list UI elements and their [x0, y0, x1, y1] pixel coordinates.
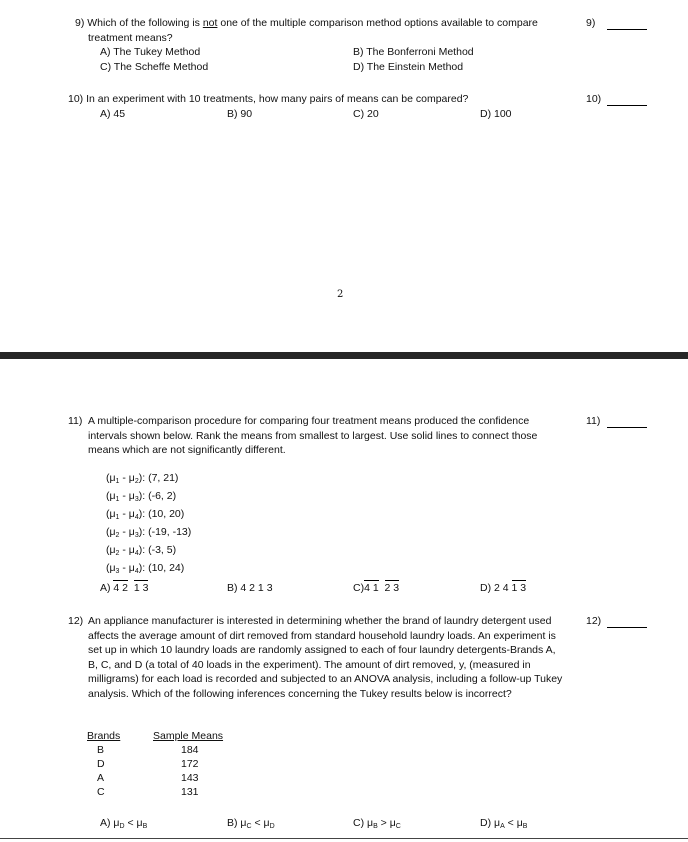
q11-interval: $(\mu_3 - \mu_4)$: (10, 24) — [106, 562, 185, 575]
q12-col-sample-means: Sample Means — [153, 730, 224, 742]
q9-option-b[interactable]: B) The Bonferroni Method — [353, 46, 474, 58]
table-row-brand: D — [97, 758, 105, 770]
q10-stem: 10) In an experiment with 10 treatments, how many pairs of means can be compared? — [68, 93, 469, 105]
page-number: 2 — [337, 289, 344, 300]
q12-option-a[interactable]: A) $\mu_D < \mu_B$ — [100, 817, 148, 830]
q12-option-d[interactable]: D) $\mu_A < \mu_B$ — [480, 817, 528, 830]
bottom-rule — [0, 838, 688, 839]
page-break-divider — [0, 352, 688, 359]
q12-option-b[interactable]: B) $\mu_C < \mu_D$ — [227, 817, 275, 830]
q11-option-a[interactable]: A) 4 2 1 3 — [100, 582, 149, 594]
q11-interval: $(\mu_1 - \mu_3)$: (-6, 2) — [106, 490, 177, 503]
q11-interval: $(\mu_2 - \mu_4)$: (-3, 5) — [106, 544, 177, 557]
q11-answer-label: 11) — [586, 415, 601, 427]
q10-number: 10) — [68, 93, 84, 105]
q10-option-c[interactable]: C) 20 — [353, 108, 379, 120]
q10-answer-label: 10) — [586, 93, 602, 105]
q11-c-group1: 4 1 — [364, 582, 379, 594]
q11-interval: $(\mu_1 - \mu_4)$: (10, 20) — [106, 508, 185, 521]
q9-stem-line1: 9) Which of the following is not one of the multiple comparison method options available to compare — [75, 17, 538, 29]
q10-answer-blank[interactable] — [607, 105, 647, 106]
q11-option-c[interactable]: C)4 1 2 3 — [353, 582, 400, 594]
table-row-brand: B — [97, 744, 105, 756]
q11-d-group1: 1 3 — [511, 582, 527, 594]
q11-answer-blank[interactable] — [607, 427, 647, 428]
q12-option-c[interactable]: C) $\mu_B > \mu_C$ — [353, 817, 401, 830]
table-row-mean: 172 — [181, 758, 199, 770]
table-row-brand: A — [97, 772, 105, 784]
q12-answer-blank[interactable] — [607, 627, 647, 628]
table-row-mean: 131 — [181, 786, 199, 798]
q9-not-emphasis: not — [202, 17, 218, 29]
q9-option-d[interactable]: D) The Einstein Method — [353, 61, 464, 73]
q10-option-d[interactable]: D) 100 — [480, 108, 512, 120]
table-row-mean: 184 — [181, 744, 199, 756]
q9-answer-label: 9) — [586, 17, 596, 29]
q11-a-group2: 1 3 — [133, 582, 149, 594]
q9-answer-blank[interactable] — [607, 29, 647, 30]
q11-option-b[interactable]: B) 4 2 1 3 — [227, 582, 273, 594]
q11-stem: A multiple-comparison procedure for comparing four treatment means produced the confidence intervals shown below. Rank the means from smallest to largest. Use solid lines to connect those means which are not significantly different. — [88, 415, 538, 457]
q9-stem-line2: treatment means? — [88, 32, 173, 44]
q11-interval: $(\mu_2 - \mu_3)$: (-19, -13) — [106, 526, 192, 539]
q9-number: 9) — [75, 17, 85, 29]
q12-col-brands: Brands — [87, 730, 121, 742]
q9-option-a[interactable]: A) The Tukey Method — [100, 46, 201, 58]
q12-number: 12) — [68, 615, 84, 627]
q10-option-a[interactable]: A) 45 — [100, 108, 126, 120]
q11-interval: $(\mu_1 - \mu_2)$: (7, 21) — [106, 472, 179, 485]
q9-option-c[interactable]: C) The Scheffe Method — [100, 61, 209, 73]
q11-option-d[interactable]: D) 2 4 1 3 — [480, 582, 527, 594]
q12-answer-label: 12) — [586, 615, 602, 627]
q12-stem: An appliance manufacturer is interested in determining whether the brand of laundry detergent used affects the average amount of dirt removed from standard household laundry loads. An experiment is set up in which 10 laundry loads are randomly assigned to each of four laundry detergents-Brands A, B, C, and D (a total of 40 loads in the experiment). The amount of dirt removed, y, (measured in milligrams) for each load is recorded and subjected to an ANOVA analysis, including a follow-up Tukey analysis. Which of the following inferences concerning the Tukey results below is incorrect? — [88, 615, 563, 700]
q11-number: 11) — [68, 415, 83, 427]
table-row-mean: 143 — [181, 772, 199, 784]
table-row-brand: C — [97, 786, 105, 798]
q11-c-group2: 2 3 — [384, 582, 400, 594]
q10-option-b[interactable]: B) 90 — [227, 108, 253, 120]
q11-a-group1: 4 2 — [113, 582, 129, 594]
